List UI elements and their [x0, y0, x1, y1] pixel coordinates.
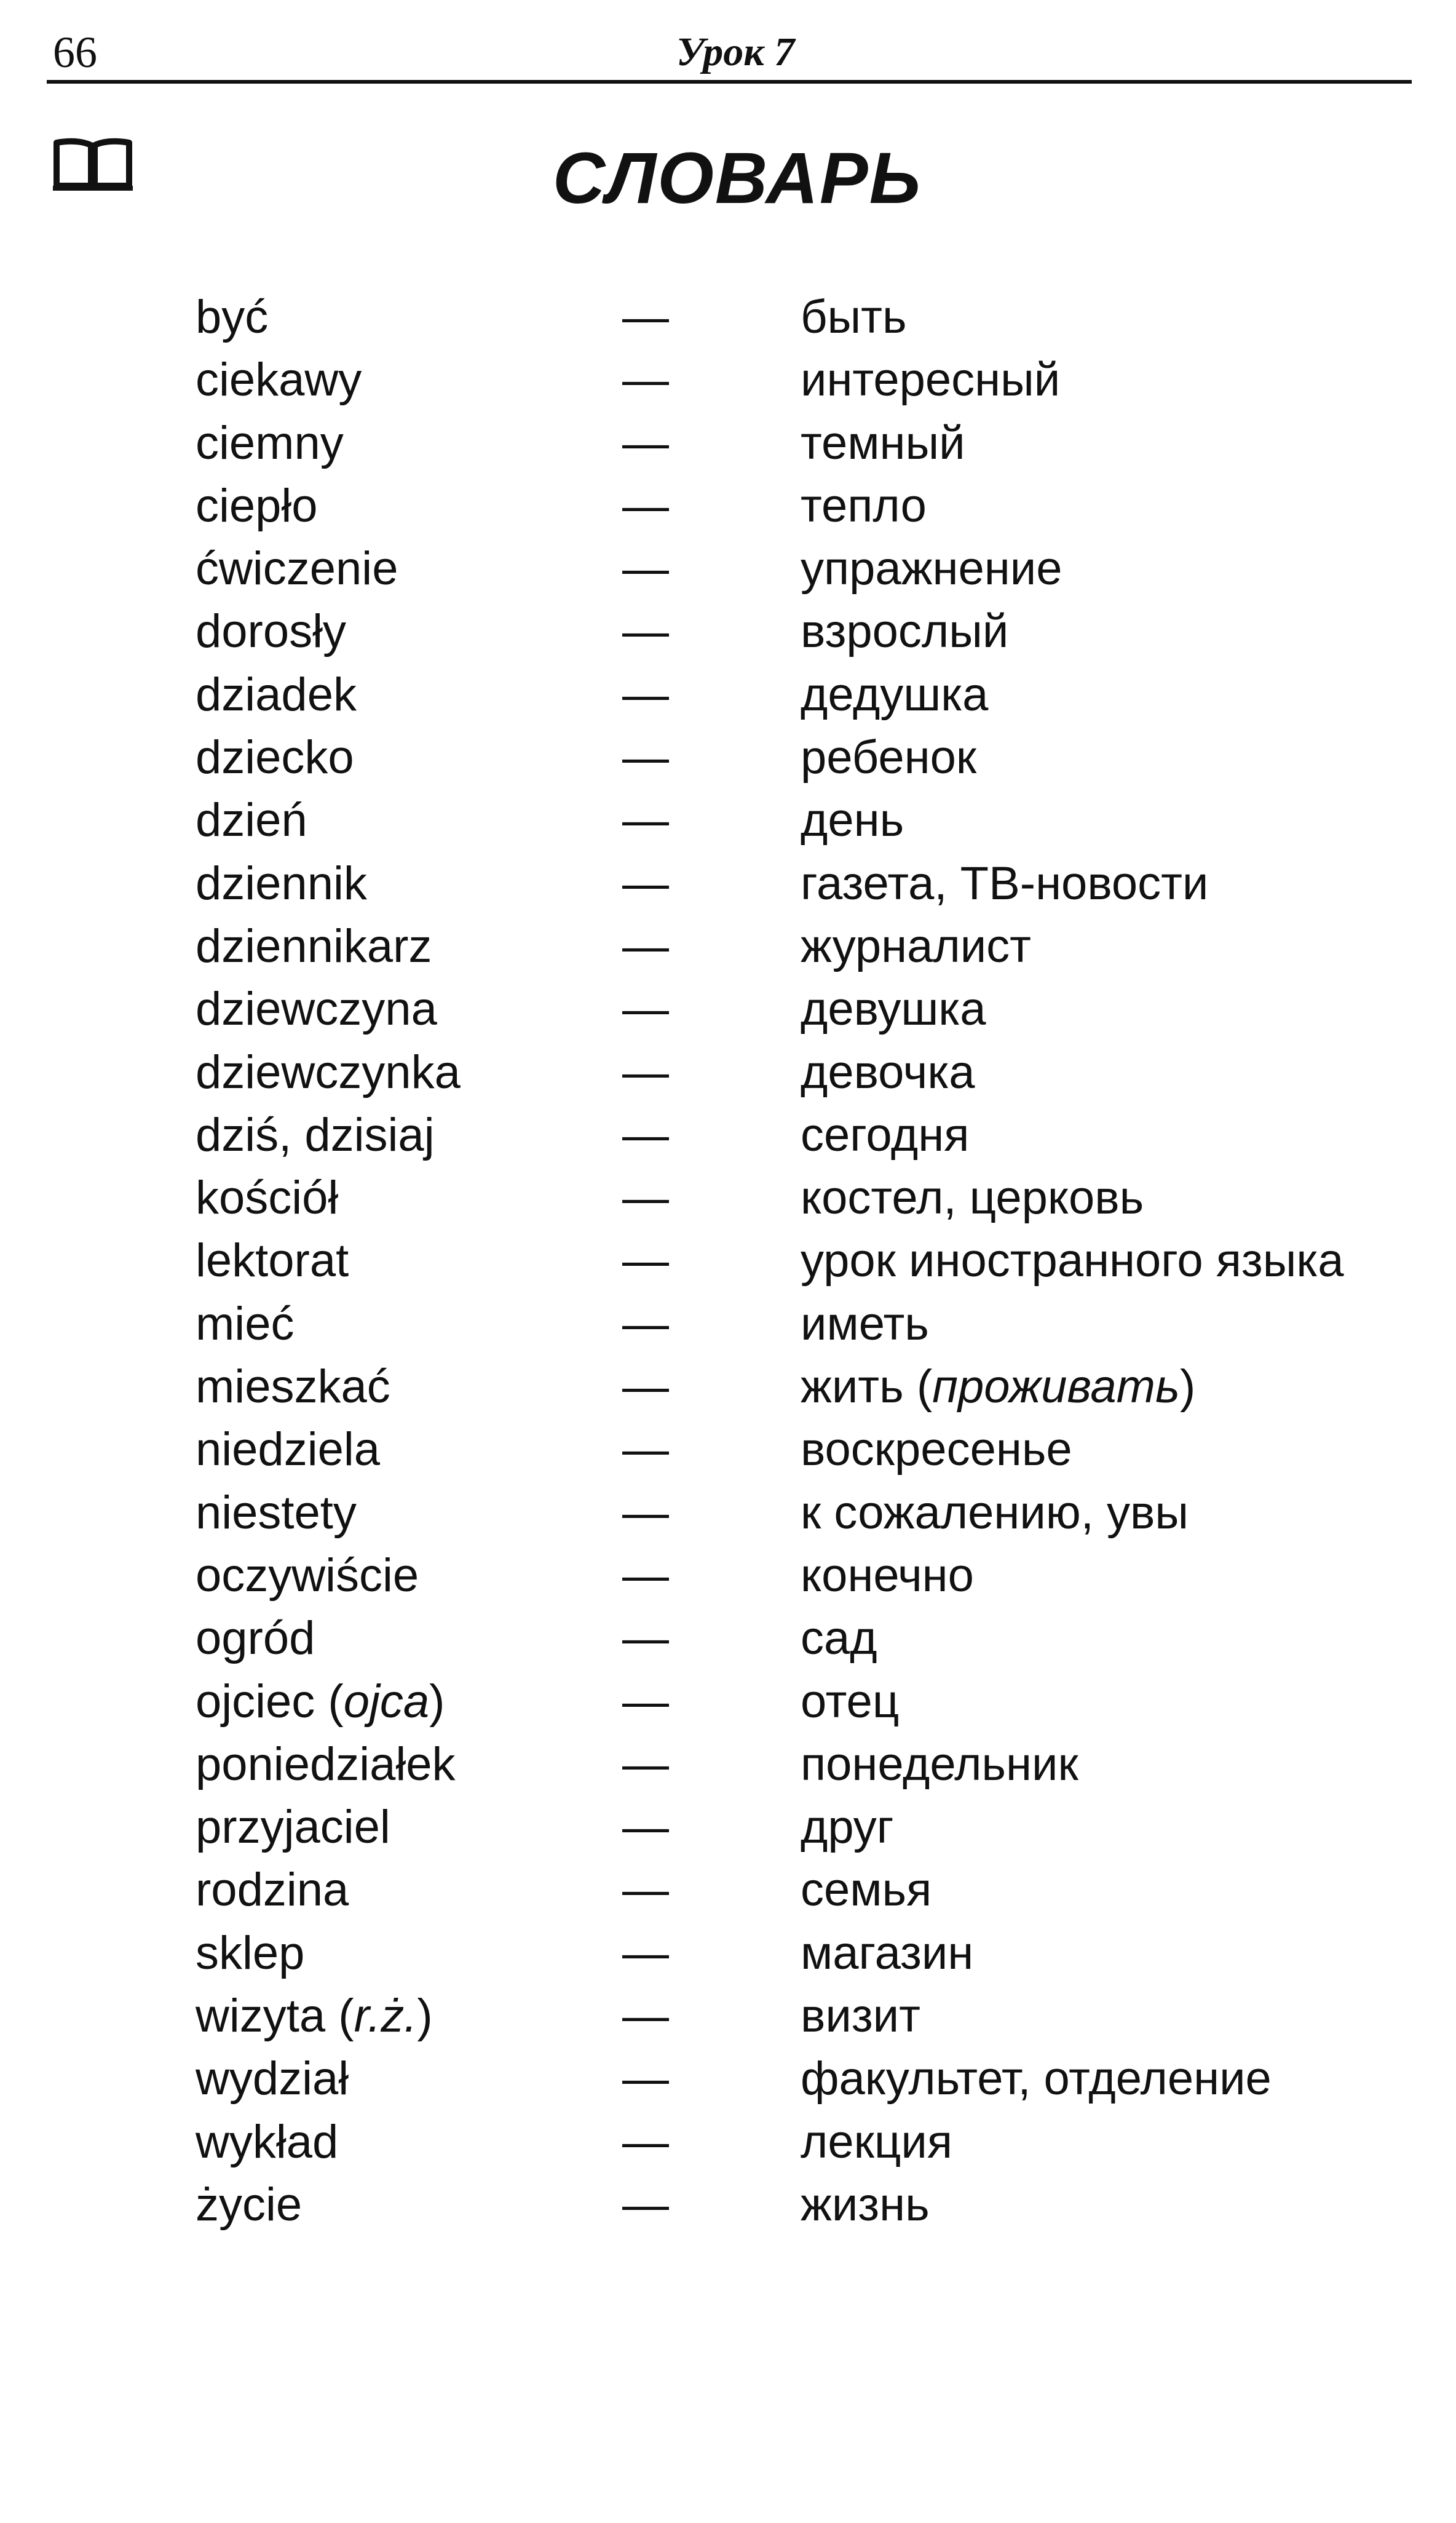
- russian-translation-text: понедельник: [801, 1738, 1078, 1790]
- polish-word: [196, 349, 362, 411]
- russian-translation: [801, 475, 927, 538]
- polish-word-text: oczywiście: [196, 1549, 419, 1602]
- dash-separator: —: [622, 291, 669, 343]
- russian-translation-text: девочка: [801, 1046, 975, 1099]
- polish-word-text: ciemny: [196, 416, 344, 469]
- dash-separator: —: [622, 1801, 669, 1854]
- russian-translation-text: ребенок: [801, 731, 977, 784]
- russian-translation-text: упражнение: [801, 542, 1062, 595]
- polish-word: [196, 852, 367, 915]
- polish-word-text: ciekawy: [196, 354, 362, 407]
- dash-separator: —: [622, 1926, 669, 1979]
- russian-translation-text: интересный: [801, 354, 1061, 407]
- russian-translation-text: визит: [801, 1990, 920, 2043]
- dash-separator: —: [622, 1234, 669, 1287]
- polish-word-text: dziadek: [196, 668, 357, 721]
- vocab-row: [0, 852, 1456, 915]
- polish-word-text: niedziela: [196, 1423, 380, 1476]
- dash-separator: —: [622, 1423, 669, 1476]
- page-header: [49, 26, 1412, 79]
- polish-word-text: mieszkać: [196, 1361, 390, 1413]
- vocab-row: [0, 1230, 1456, 1292]
- russian-translation-text: отец: [801, 1675, 900, 1728]
- polish-word-text: ogród: [196, 1612, 315, 1665]
- polish-word: ojciec (ojca): [196, 1675, 445, 1728]
- polish-word-text: lektorat: [196, 1234, 349, 1287]
- polish-word-text: wykład: [196, 2115, 339, 2168]
- polish-word: [196, 538, 398, 600]
- russian-translation-text: сегодня: [801, 1108, 970, 1161]
- dash-separator: —: [622, 1549, 669, 1602]
- polish-word-text: sklep: [196, 1926, 305, 1979]
- polish-word: [196, 915, 432, 978]
- vocab-row: [0, 789, 1456, 852]
- polish-word: [196, 1104, 435, 1167]
- russian-translation: [801, 1041, 975, 1104]
- polish-word: [196, 2111, 338, 2174]
- dash-separator: —: [622, 668, 669, 721]
- dash-separator: —: [622, 1738, 669, 1790]
- vocab-row: [0, 1733, 1456, 1796]
- polish-word: [196, 1041, 461, 1104]
- section-title: СЛОВАРЬ: [552, 138, 922, 219]
- vocab-row: [0, 1859, 1456, 1921]
- dash-separator: —: [622, 354, 669, 407]
- polish-word: [196, 286, 268, 349]
- russian-translation-text: магазин: [801, 1926, 974, 1979]
- polish-word-text: wydział: [196, 2052, 349, 2105]
- polish-word: [196, 1544, 419, 1607]
- dash-separator: —: [622, 2178, 669, 2231]
- dash-separator: —: [622, 1046, 669, 1099]
- polish-word: [196, 1859, 349, 1921]
- dash-separator: —: [622, 1612, 669, 1665]
- vocab-row: [0, 475, 1456, 538]
- page-number: 66: [53, 28, 97, 77]
- polish-word-text: przyjaciel: [196, 1801, 390, 1854]
- vocabulary-list: [0, 286, 1456, 2236]
- russian-translation: [801, 538, 1062, 600]
- polish-word-text: ciepło: [196, 479, 318, 532]
- polish-word-text: poniedziałek: [196, 1738, 456, 1790]
- vocab-row: [0, 2174, 1456, 2236]
- russian-translation-text: быть: [801, 291, 907, 343]
- dash-separator: —: [622, 542, 669, 595]
- polish-word: [196, 1607, 315, 1670]
- russian-translation-text: жить: [801, 1361, 904, 1413]
- russian-translation-text: друг: [801, 1801, 894, 1854]
- russian-translation: [801, 1985, 920, 2048]
- russian-translation-text: журналист: [801, 920, 1031, 972]
- dash-separator: —: [622, 920, 669, 972]
- vocab-row: [0, 978, 1456, 1041]
- polish-word: [196, 664, 357, 726]
- russian-translation: [801, 852, 1208, 915]
- polish-word: [196, 978, 437, 1041]
- polish-word-text: kościół: [196, 1172, 339, 1225]
- russian-translation: [801, 1859, 932, 1921]
- russian-translation-text: жизнь: [801, 2178, 930, 2231]
- header-rule: [47, 80, 1412, 84]
- dash-separator: —: [622, 2052, 669, 2105]
- vocab-row: [0, 286, 1456, 349]
- russian-translation: [801, 286, 907, 349]
- vocab-row: [0, 664, 1456, 726]
- polish-word: [196, 1796, 390, 1859]
- russian-translation: [801, 915, 1031, 978]
- russian-translation: [801, 978, 986, 1041]
- polish-word: [196, 1733, 456, 1796]
- dash-separator: —: [622, 1108, 669, 1161]
- vocab-row: [0, 349, 1456, 411]
- polish-word-text: dziecko: [196, 731, 354, 784]
- polish-word-text: dziewczyna: [196, 983, 437, 1036]
- polish-word-text: ojciec: [196, 1675, 315, 1728]
- polish-word-text: dziennikarz: [196, 920, 432, 972]
- vocab-row: [0, 1985, 1456, 2048]
- dash-separator: —: [622, 1297, 669, 1350]
- russian-translation: [801, 600, 1008, 663]
- russian-translation: [801, 726, 976, 789]
- dash-separator: —: [622, 1675, 669, 1728]
- vocab-row: [0, 2048, 1456, 2110]
- russian-translation: [801, 1418, 1072, 1481]
- russian-note: проживать: [932, 1361, 1180, 1413]
- vocab-row: [0, 2111, 1456, 2174]
- russian-translation: жить (проживать): [801, 1361, 1196, 1413]
- dash-separator: —: [622, 731, 669, 784]
- russian-translation-text: факультет, отделение: [801, 2052, 1272, 2105]
- russian-translation: [801, 349, 1060, 411]
- polish-word: [196, 726, 354, 789]
- polish-word: [196, 2048, 349, 2110]
- vocab-row: [0, 412, 1456, 475]
- polish-word: [196, 1482, 357, 1544]
- polish-word: [196, 1293, 294, 1356]
- vocab-row: [0, 1167, 1456, 1230]
- russian-translation: [801, 1733, 1078, 1796]
- russian-translation-text: урок иностранного языка: [801, 1234, 1344, 1287]
- dash-separator: —: [622, 2115, 669, 2168]
- polish-word-text: wizyta: [196, 1990, 326, 2043]
- russian-translation-text: дедушка: [801, 668, 989, 721]
- dash-separator: —: [622, 1486, 669, 1539]
- polish-word: [196, 1418, 380, 1481]
- russian-translation-text: взрослый: [801, 605, 1009, 658]
- russian-translation-text: воскресенье: [801, 1423, 1072, 1476]
- vocab-row: [0, 1418, 1456, 1481]
- vocab-row: [0, 538, 1456, 600]
- vocab-row: [0, 1104, 1456, 1167]
- russian-translation: [801, 1796, 893, 1859]
- russian-translation: [801, 1671, 899, 1733]
- russian-translation-text: лекция: [801, 2115, 952, 2168]
- russian-translation-text: газета, ТВ-новости: [801, 857, 1209, 910]
- russian-translation: [801, 2174, 930, 2236]
- vocab-row: [0, 1482, 1456, 1544]
- vocab-row: [0, 915, 1456, 978]
- polish-word: [196, 412, 344, 475]
- polish-word-text: dziennik: [196, 857, 367, 910]
- russian-translation: [801, 664, 988, 726]
- vocab-row: [0, 1922, 1456, 1985]
- dash-separator: —: [622, 857, 669, 910]
- polish-word: [196, 1922, 304, 1985]
- russian-translation: [801, 2111, 952, 2174]
- polish-word: wizyta (r.ż.): [196, 1990, 433, 2043]
- polish-grammar-note: ojca: [343, 1675, 430, 1728]
- russian-translation: [801, 2048, 1272, 2110]
- polish-word-text: życie: [196, 2178, 303, 2231]
- russian-translation: [801, 789, 904, 852]
- vocab-row: [0, 1544, 1456, 1607]
- dash-separator: —: [622, 794, 669, 847]
- polish-word: [196, 475, 318, 538]
- polish-word-text: dzień: [196, 794, 307, 847]
- russian-translation-text: конечно: [801, 1549, 974, 1602]
- vocab-row: [0, 1041, 1456, 1104]
- russian-translation: [801, 1922, 973, 1985]
- polish-word-text: mieć: [196, 1297, 295, 1350]
- vocab-row: [0, 726, 1456, 789]
- vocab-row: [0, 1356, 1456, 1418]
- russian-translation: [801, 1293, 929, 1356]
- russian-translation: [801, 1607, 877, 1670]
- russian-translation-text: к сожалению, увы: [801, 1486, 1189, 1539]
- polish-word: [196, 1356, 390, 1418]
- running-title: Урок 7: [676, 30, 795, 74]
- russian-translation-text: костел, церковь: [801, 1172, 1144, 1225]
- vocab-row: [0, 1293, 1456, 1356]
- polish-word-text: rodzina: [196, 1864, 349, 1917]
- polish-word-text: być: [196, 291, 269, 343]
- russian-translation-text: тепло: [801, 479, 927, 532]
- russian-translation-text: девушка: [801, 983, 986, 1036]
- polish-grammar-note: r.ż.: [354, 1990, 417, 2043]
- polish-word-text: dziewczynka: [196, 1046, 461, 1099]
- dash-separator: —: [622, 1361, 669, 1413]
- dash-separator: —: [622, 1172, 669, 1225]
- russian-translation-text: темный: [801, 416, 965, 469]
- russian-translation-text: семья: [801, 1864, 932, 1917]
- polish-word-text: niestety: [196, 1486, 357, 1539]
- russian-translation-text: иметь: [801, 1297, 929, 1350]
- russian-translation: [801, 412, 965, 475]
- russian-translation: [801, 1104, 969, 1167]
- vocab-row: [0, 600, 1456, 663]
- polish-word: [196, 789, 307, 852]
- dash-separator: —: [622, 416, 669, 469]
- vocab-row: [0, 1671, 1456, 1733]
- dash-separator: —: [622, 605, 669, 658]
- vocab-row: [0, 1796, 1456, 1859]
- dash-separator: —: [622, 983, 669, 1036]
- russian-translation: [801, 1167, 1144, 1230]
- russian-translation-text: день: [801, 794, 904, 847]
- russian-translation-text: сад: [801, 1612, 877, 1665]
- polish-word-text: ćwiczenie: [196, 542, 398, 595]
- russian-translation: [801, 1230, 1344, 1292]
- polish-word: [196, 600, 346, 663]
- russian-translation: [801, 1482, 1189, 1544]
- russian-translation: [801, 1544, 974, 1607]
- dash-separator: —: [622, 1990, 669, 2043]
- polish-word: [196, 2174, 302, 2236]
- polish-word: [196, 1230, 349, 1292]
- vocab-row: [0, 1607, 1456, 1670]
- polish-word: [196, 1167, 338, 1230]
- dash-separator: —: [622, 479, 669, 532]
- polish-word-text: dziś, dzisiaj: [196, 1108, 435, 1161]
- dash-separator: —: [622, 1864, 669, 1917]
- polish-word-text: dorosły: [196, 605, 346, 658]
